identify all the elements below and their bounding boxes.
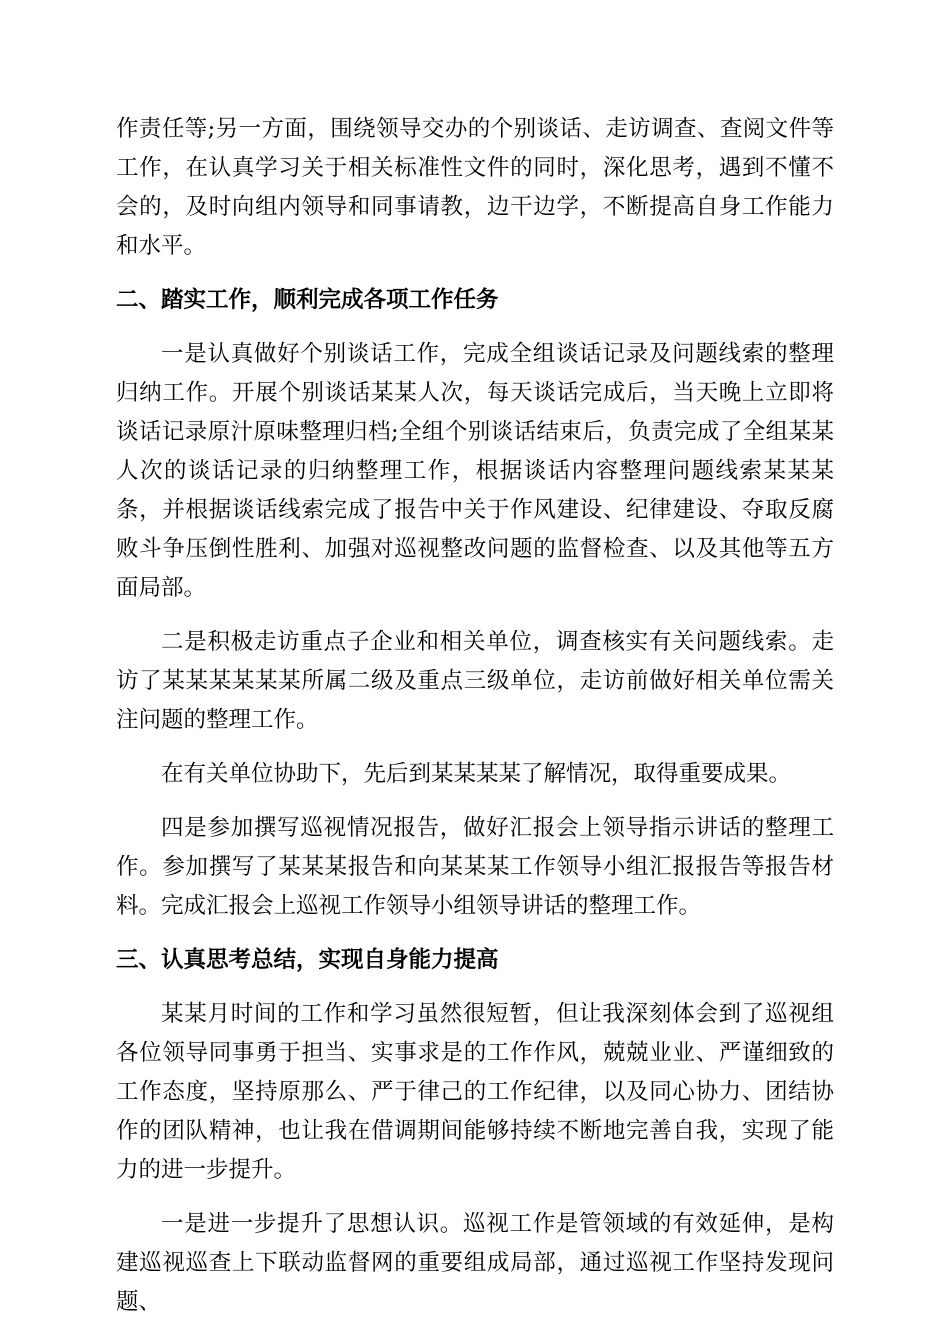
paragraph-assistance: 在有关单位协助下，先后到某某某某了解情况，取得重要成果。 [161,761,792,787]
paragraph-report-writing: 四是参加撰写巡视情况报告，做好汇报会上领导指示讲话的整理工作。参加撰写了某某某报告和向某某某工作领导小组汇报报告等报告材料。完成汇报会上巡视工作领导小组领导讲话的整理工作。 [116,815,834,919]
section-heading-3: 三、认真思考总结，实现自身能力提高 [116,947,499,973]
paragraph-reflection: 某某月时间的工作和学习虽然很短暂，但让我深刻体会到了巡视组各位领导同事勇于担当、实事求是的工作作风，兢兢业业、严谨细致的工作态度，坚持原那么、严于律己的工作纪律，以及同心协力、团结协作的团队精神，也让我在借调期间能够持续不断地完善自我，实现了能力的进一步提升。 [116,1001,834,1183]
paragraph-ideology: 一是进一步提升了思想认识。巡视工作是管领域的有效延伸，是构建巡视巡查上下联动监督网的重要组成局部，通过巡视工作坚持发现问题、 [116,1211,834,1315]
document-body [116,110,834,1337]
paragraph-continuation: 作责任等;另一方面，围绕领导交办的个别谈话、走访调查、查阅文件等工作，在认真学习关于相关标准性文件的同时，深化思考，遇到不懂不会的，及时向组内领导和同事请教，边干边学，不断提高自身工作能力和水平。 [116,116,834,259]
section-heading-2: 二、踏实工作，顺利完成各项工作任务 [116,287,499,313]
paragraph-site-visits: 二是积极走访重点子企业和相关单位，调查核实有关问题线索。走访了某某某某某某所属二级及重点三级单位，走访前做好相关单位需关注问题的整理工作。 [116,629,834,733]
paragraph-individual-talks: 一是认真做好个别谈话工作，完成全组谈话记录及问题线索的整理归纳工作。开展个别谈话某某人次，每天谈话完成后，当天晚上立即将谈话记录原汁原味整理归档;全组个别谈话结束后，负责完成了全组某某人次的谈话记录的归纳整理工作，根据谈话内容整理问题线索某某某条，并根据谈话线索完成了报告中关于作风建设、纪律建设、夺取反腐败斗争压倒性胜利、加强对巡视整改问题的监督检查、以及其他等五方面局部。 [116,341,834,601]
